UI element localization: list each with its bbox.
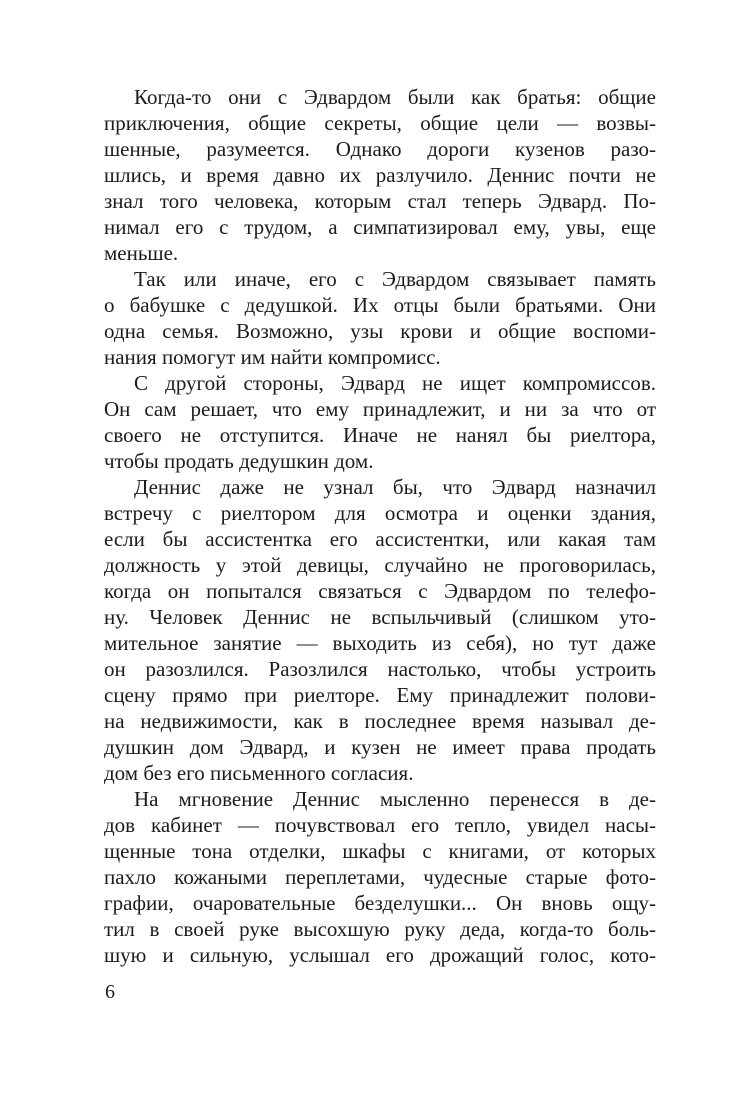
page-number: 6: [105, 981, 115, 1003]
text-line: дом без его письменного согласия.: [104, 761, 414, 785]
text-line: знал того человека, которым стал теперь Эдвард. По-: [104, 189, 656, 213]
text-line: чтобы продать дедушкин дом.: [104, 449, 374, 473]
text-line: душкин дом Эдвард, и кузен не имеет права продать: [104, 735, 656, 759]
text-line: встречу с риелтором для осмотра и оценки здания,: [104, 501, 656, 525]
paragraph: [104, 474, 656, 786]
text-line: графии, очаровательные безделушки... Он вновь ощу-: [104, 891, 656, 915]
text-line: мительное занятие — выходить из себя), но тут даже: [104, 631, 656, 655]
text-line: шенные, разумеется. Однако дороги кузенов разо-: [104, 137, 656, 161]
paragraph: [104, 84, 656, 266]
text-line: ну. Человек Деннис не вспыльчивый (слишком уто-: [104, 605, 656, 629]
text-line: дов кабинет — почувствовал его тепло, увидел насы-: [104, 813, 656, 837]
text-line: своего не отступится. Иначе не нанял бы риелтора,: [104, 423, 656, 447]
text-line: на недвижимости, как в последнее время называл де-: [104, 709, 656, 733]
text-line: щенные тона отделки, шкафы с книгами, от которых: [104, 839, 656, 863]
paragraph: [104, 786, 656, 968]
text-line: одна семья. Возможно, узы крови и общие воспоми-: [104, 319, 656, 343]
text-line: когда он попытался связаться с Эдвардом по телефо-: [104, 579, 656, 603]
text-line: пахло кожаными переплетами, чудесные старые фото-: [104, 865, 656, 889]
text-line: С другой стороны, Эдвард не ищет компромиссов.: [134, 371, 656, 395]
text-line: На мгновение Деннис мысленно перенесся в де-: [134, 787, 656, 811]
text-line: должность у этой девицы, случайно не проговорилась,: [104, 553, 656, 577]
text-line: меньше.: [104, 241, 179, 265]
text-line: нания помогут им найти компромисс.: [104, 345, 441, 369]
text-line: он разозлился. Разозлился настолько, чтобы устроить: [104, 657, 656, 681]
paragraph: [104, 266, 656, 370]
text-line: шую и сильную, услышал его дрожащий голос, кото-: [104, 943, 656, 967]
text-line: нимал его с трудом, а симпатизировал ему, увы, еще: [104, 215, 656, 239]
text-line: Он сам решает, что ему принадлежит, и ни за что от: [104, 397, 656, 421]
text-line: приключения, общие секреты, общие цели — возвы-: [104, 111, 656, 135]
text-line: сцену прямо при риелторе. Ему принадлежит полови-: [104, 683, 656, 707]
page-text: [104, 84, 656, 968]
paragraph: [104, 370, 656, 474]
text-line: Деннис даже не узнал бы, что Эдвард назначил: [134, 475, 656, 499]
text-line: если бы ассистентка его ассистентки, или какая там: [104, 527, 656, 551]
text-line: о бабушке с дедушкой. Их отцы были братьями. Они: [104, 293, 656, 317]
text-line: Когда-то они с Эдвардом были как братья: общие: [134, 85, 656, 109]
text-line: Так или иначе, его с Эдвардом связывает память: [134, 267, 656, 291]
text-line: шлись, и время давно их разлучило. Деннис почти не: [104, 163, 656, 187]
text-line: тил в своей руке высохшую руку деда, когда-то боль-: [104, 917, 656, 941]
